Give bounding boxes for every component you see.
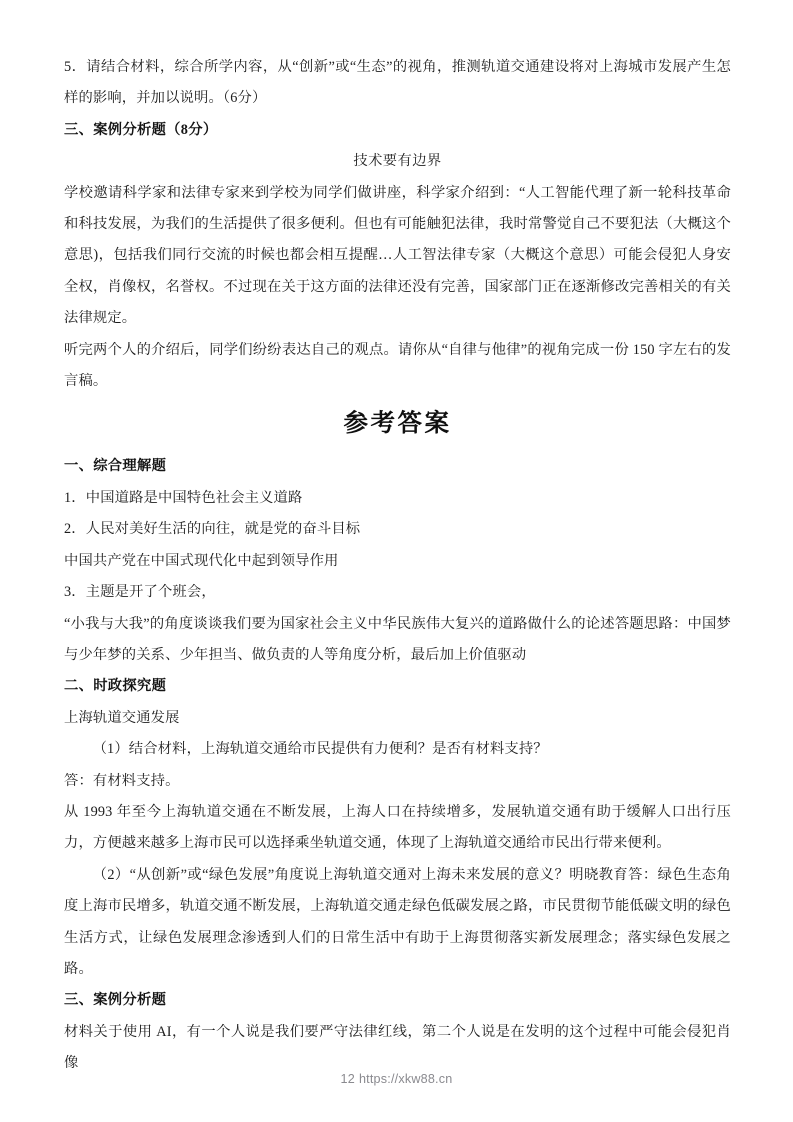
answer-topic-shanghai-rail: 上海轨道交通发展 (64, 709, 180, 726)
answer-section-heading-one: 一、综合理解题 (64, 458, 167, 475)
page-number: 12 (340, 1072, 355, 1086)
answer-key-title: 参考答案 (343, 410, 452, 438)
answer-2-continued: 中国共产党在中国式现代化中起到领导作用 (64, 552, 339, 569)
answer-section-heading-three: 三、案例分析题 (64, 992, 167, 1009)
case-material-paragraph-1: 学校邀请科学家和法律专家来到学校为同学们做讲座，科学家介绍到：“人工智能代理了新一轮科技革命和科技发展，为我们的生活提供了很多便利。但也有可能触犯法律，我时常警觉自己不要犯法（大概这个意思)，包括我们同行交流的时候也都会相互提醒…人工智法律专家（大概这个意思）可能会侵犯人身安全权，肖像权，名誉权。不过现在关于这方面的法律还没有完善，国家部门正在逐渐修改完善相关的有关法律规定。 (64, 184, 731, 327)
answer-1: 1．中国道路是中国特色社会主义道路 (64, 489, 303, 506)
case-material-paragraph-2: 听完两个人的介绍后，同学们纷纷表达自己的观点。请你从“自律与他律”的视角完成一份 150 字左右的发言稿。 (64, 341, 731, 390)
answer-case-material: 材料关于使用 AI，有一个人说是我们要严守法律红线，第二个人说是在发明的这个过程中可能会侵犯肖像 (64, 1023, 731, 1072)
page-footer (0, 1072, 793, 1086)
answer-question-1: （1）结合材料，上海轨道交通给市民提供有力便利？是否有材料支持？ (92, 741, 548, 758)
answer-3-continued: “小我与大我”的角度谈谈我们要为国家社会主义中华民族伟大复兴的道路做什么的论述答题思路：中国梦与少年梦的关系、少年担当、做负责的人等角度分析，最后加上价值驱动 (64, 615, 731, 663)
answer-section-heading-two: 二、时政探究题 (64, 678, 167, 695)
footer-watermark-url: https://xkw88.cn (358, 1072, 453, 1086)
answer-3: 3．主题是开了个班会， (64, 584, 216, 601)
answer-question-2: （2）“从创新”或“绿色发展”角度说上海轨道交通对上海未来发展的意义？明晓教育答：绿色生态角度上海市民增多，轨道交通不断发展，上海轨道交通走绿色低碳发展之路，市民贯彻节能低碳文明的绿色生活方式，让绿色发展理念渗透到人们的日常生活中有助于上海贯彻落实新发展理念；落实绿色发展之路。 (64, 866, 731, 977)
section-heading-three: 三、案例分析题（8分） (64, 121, 218, 138)
answer-question-1-reply: 答：有材料支持。 (64, 772, 180, 789)
question-5: 5．请结合材料，综合所学内容，从“创新”或“生态”的视角，推测轨道交通建设将对上海城市发展产生怎样的影响，并加以说明。（6分） (64, 59, 731, 107)
document-body (64, 52, 731, 1080)
answer-question-1-explanation: 从 1993 年至今上海轨道交通在不断发展，上海人口在持续增多，发展轨道交通有助于缓解人口出行压力，方便越来越多上海市民可以选择乘坐轨道交通，体现了上海轨道交通给市民出行带来便利。 (64, 803, 731, 852)
case-title: 技术要有边界 (353, 153, 442, 170)
answer-2: 2．人民对美好生活的向往，就是党的奋斗目标 (64, 521, 361, 538)
